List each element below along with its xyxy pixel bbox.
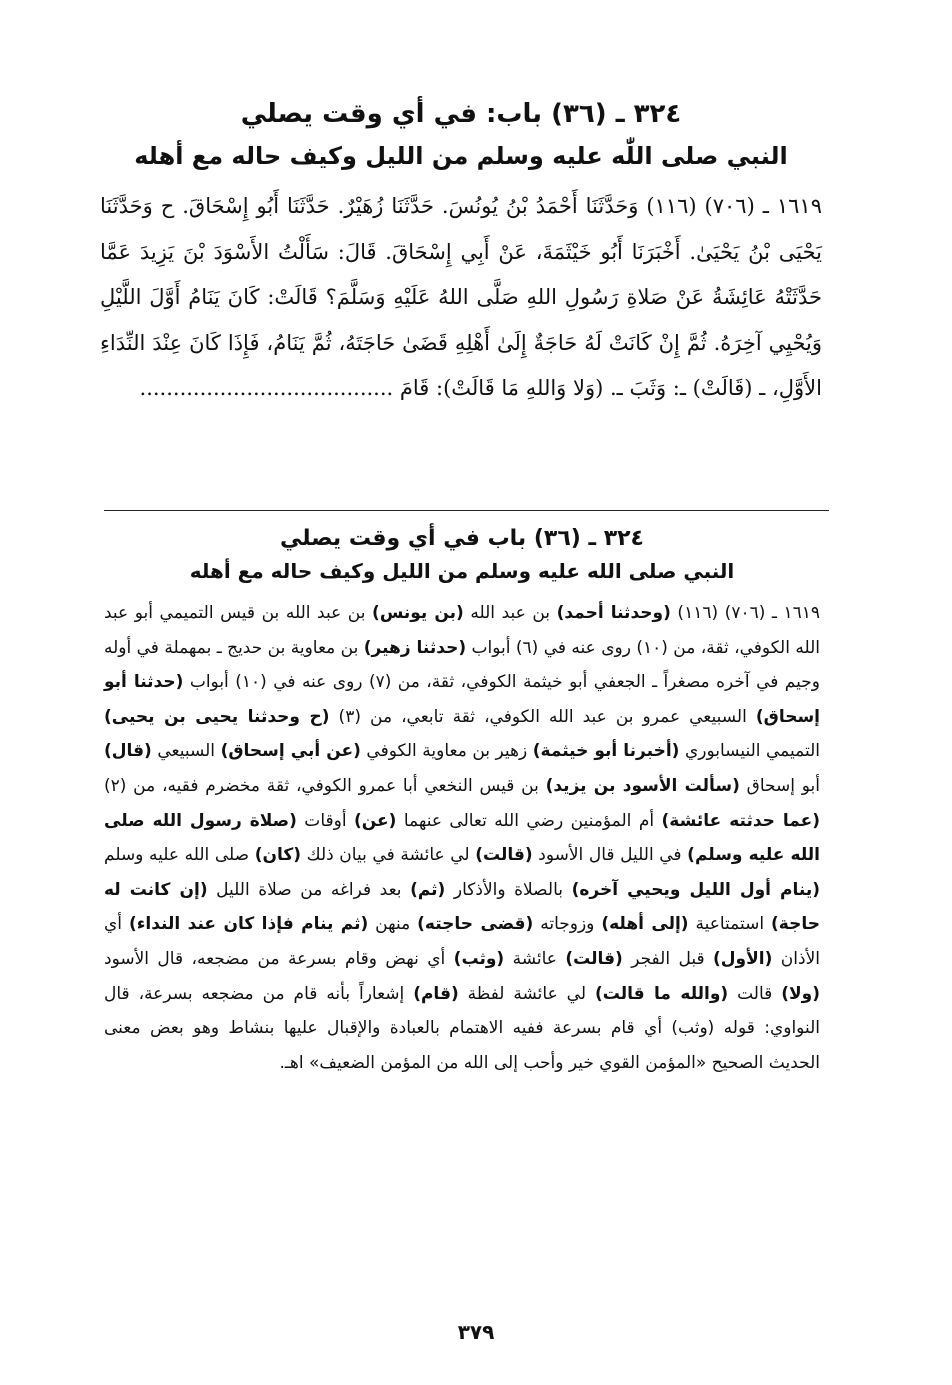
sharh-span: أبو إسحاق	[739, 775, 820, 796]
sharh-span: أوقات	[296, 810, 354, 831]
sharh-quote: (قضى حاجته)	[417, 914, 534, 935]
hadith-body: ١٦١٩ ـ (٧٠٦) (١١٦) وَحَدَّثَنَا أَحْمَدُ بْنُ يُونُسَ. حَدَّثَنَا زُهَيْرٌ. حَدَّثَنَا أَبُو إِسْحَاقَ. ح وَحَدَّثَنَا يَحْيَى بْنُ يَحْيَىٰ. أَخْبَرَنَا أَبُو خَيْثَمَةَ، عَنْ أَبِي إِسْحَاقَ. قَالَ: سَأَلْتُ الأَسْوَدَ بْنَ يَزِيدَ عَمَّا حَدَّثَتْهُ عَائِشَةُ عَنْ صَلاةِ رَسُولِ اللهِ صَلَّى اللهُ عَلَيْهِ وَسَلَّمَ؟ قَالَتْ: كَانَ يَنَامُ أَوَّلَ اللَّيْلِ وَيُحْيِي آخِرَهُ. ثُمَّ إِنْ كَانَتْ لَهُ حَاجَةٌ إِلَىٰ أَهْلِهِ قَضَىٰ حَاجَتَهُ، ثُمَّ يَنَامُ، فَإِذَا كَانَ عِنْدَ النِّدَاءِ الأَوَّلِ، ـ (قَالَتْ) ـ: وَثَبَ ـ. (وَلا وَاللهِ مَا قَالَتْ): قَامَ	[100, 194, 822, 400]
sharh-quote: (قالت)	[565, 948, 623, 969]
dotted-line: ......................................	[139, 376, 394, 400]
sharh-quote: (ح وحدثنا يحيى بن يحيى)	[104, 706, 330, 727]
chapter-title-line2: النبي صلى اللّٰه عليه وسلم من الليل وكيف حاله مع أهله	[134, 142, 788, 170]
commentary-title-line1: ٣٢٤ ـ (٣٦) باب في أي وقت يصلي	[280, 526, 644, 551]
sharh-span: بن معاوية بن حديج ـ بمهملة في أوله وجيم في آخره مصغراً ـ الجعفي أبو خيثمة الكوفي، ثقة، من (٧) روى عنه في (١٠) أبواب	[104, 637, 820, 693]
commentary-text	[104, 596, 820, 1080]
sharh-span: أم المؤمنين رضي الله تعالى عنهما	[396, 810, 662, 831]
sharh-span: صلى الله عليه وسلم	[104, 845, 255, 866]
page-number: ٣٧٩	[457, 1320, 495, 1344]
sharh-span: في الليل قال الأسود	[532, 845, 688, 866]
sharh-span: بالصلاة والأذكار	[445, 879, 572, 900]
sharh-span: وزوجاته	[533, 914, 602, 935]
sharh-quote: (ثم)	[410, 879, 446, 900]
sharh-quote: (حدثنا زهير)	[363, 637, 467, 658]
sharh-quote: (إلى أهله)	[601, 914, 689, 935]
sharh-span: استمتاعية	[688, 914, 772, 935]
sharh-quote: (والله ما قالت)	[594, 983, 729, 1004]
section-divider	[104, 510, 829, 511]
sharh-quote: (ولا)	[781, 983, 820, 1004]
sharh-span: التميمي النيسابوري	[679, 741, 821, 762]
sharh-span: أي نهض وقام بسرعة من مضجعه، قال الأسود	[104, 948, 454, 969]
sharh-quote: (سألت الأسود بن يزيد)	[545, 775, 740, 796]
sharh-quote: (حدثنا أبو إسحاق)	[104, 672, 821, 727]
sharh-span: قالت	[728, 983, 782, 1004]
sharh-quote: (قالت)	[475, 845, 533, 866]
sharh-span: منهن	[368, 914, 418, 935]
sharh-span: بعد فراغه من صلاة الليل	[207, 879, 411, 900]
sharh-quote: (بن يونس)	[372, 603, 464, 623]
sharh-quote: (ينام أول الليل ويحيي آخره)	[571, 879, 820, 900]
chapter-title-line1: ٣٢٤ ـ (٣٦) باب: في أي وقت يصلي	[240, 99, 682, 129]
sharh-span: عائشة	[504, 948, 566, 969]
sharh-quote: (كان)	[254, 845, 302, 866]
sharh-quote: (عن أبي إسحاق)	[220, 741, 361, 762]
commentary-title-line2: النبي صلى الله عليه وسلم من الليل وكيف حاله مع أهله	[189, 559, 735, 583]
sharh-span: ١٦١٩ ـ (٧٠٦) (١١٦)	[670, 603, 820, 623]
sharh-quote: (قال)	[104, 741, 152, 762]
sharh-span: إشعاراً بأنه قام من مضجعه بسرعة، قال النواوي: قوله (وثب) أي قام بسرعة ففيه الاهتمام بالعبادة والإقبال عليها بنشاط وهو بعض معنى الحديث الصحيح «المؤمن القوي خير وأحب إلى الله من المؤمن الضعيف» اهـ.	[104, 983, 820, 1073]
sharh-span: أي الأذان	[104, 914, 820, 969]
sharh-quote: (الأول)	[713, 948, 773, 969]
sharh-quote: (عن)	[353, 810, 397, 831]
sharh-quote: (وحدثنا أحمد)	[556, 603, 671, 623]
sharh-quote: (إن كانت له حاجة)	[104, 879, 820, 935]
sharh-span: السبيعي عمرو بن عبد الله الكوفي، ثقة تابعي، من (٣)	[329, 706, 756, 727]
matn-section	[100, 92, 822, 412]
sharh-span: بن عبد الله	[463, 603, 557, 623]
sharh-span: بن عبد الله بن قيس التميمي أبو عبد الله الكوفي، ثقة، من (١٠) روى عنه في (٦) أبواب	[104, 603, 820, 658]
sharh-span: زهير بن معاوية الكوفي	[360, 741, 533, 762]
sharh-quote: (قام)	[413, 983, 459, 1004]
sharh-span: لي عائشة في بيان ذلك	[301, 845, 476, 866]
sharh-span: قبل الفجر	[622, 948, 714, 969]
sharh-quote: (وثب)	[453, 948, 505, 969]
sharh-quote: (أخبرنا أبو خيثمة)	[532, 741, 680, 762]
sharh-quote: (ثم ينام فإذا كان عند النداء)	[128, 914, 369, 935]
sharh-section	[104, 522, 820, 1080]
sharh-span: لي عائشة لفظة	[458, 983, 595, 1004]
sharh-quote: (صلاة رسول الله صلى الله عليه وسلم)	[104, 810, 820, 866]
sharh-span: بن قيس النخعي أبا عمرو الكوفي، ثقة مخضرم فقيه، من (٢)	[104, 775, 546, 796]
hadith-text	[100, 184, 822, 412]
sharh-span: السبيعي	[151, 741, 221, 762]
sharh-quote: (عما حدثته عائشة)	[661, 810, 820, 831]
